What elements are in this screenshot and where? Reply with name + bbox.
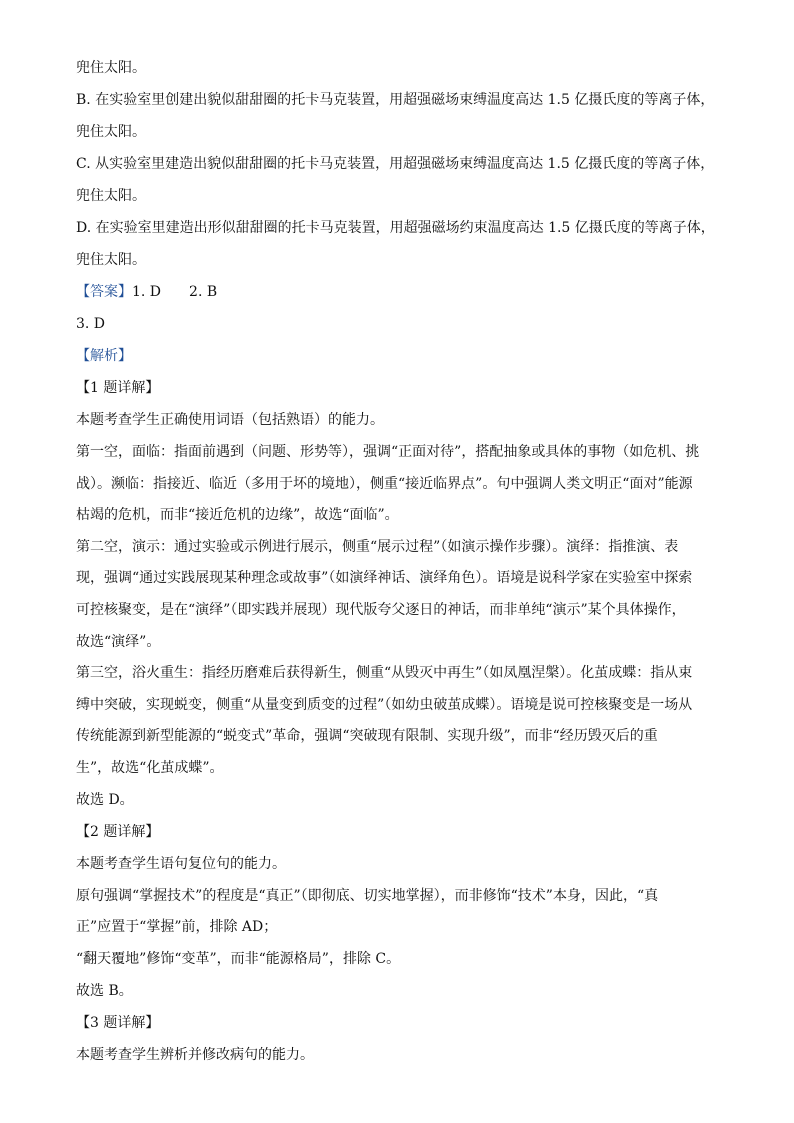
answer-label: 【答案】 bbox=[76, 284, 132, 300]
analysis-label: 【解析】 bbox=[76, 348, 132, 364]
answer-1: 1. D bbox=[132, 284, 162, 300]
text-line: 可控核聚变，是在“演绎”（即实践并展现）现代版夸父逐日的神话，而非单纯“演示”某个具体操作， bbox=[76, 601, 686, 618]
text-line: 正”应置于“掌握”前，排除 AD； bbox=[76, 919, 278, 936]
text-line: 兜住太阳。 bbox=[76, 60, 146, 76]
text-line: 战）。濒临：指接近、临近（多用于坏的境地），侧重“接近临界点”。句中强调人类文明正“面对”能源 bbox=[76, 475, 693, 492]
document-page bbox=[76, 58, 726, 1077]
text-line: 第一空，面临：指面前遇到（问题、形势等），强调“正面对待”，搭配抽象或具体的事物（如危机、挑 bbox=[76, 444, 700, 460]
answer-3: 3. D bbox=[76, 316, 106, 332]
answer-2: 2. B bbox=[189, 284, 218, 300]
q3-header: 【3 题详解】 bbox=[76, 1015, 160, 1032]
text-line: “翻天覆地”修饰“变革”，而非“能源格局”，排除 C。 bbox=[76, 951, 401, 968]
answer-line bbox=[76, 282, 726, 314]
text-line: 本题考查学生语句复位句的能力。 bbox=[76, 855, 286, 872]
text-line: 生”，故选“化茧成蝶”。 bbox=[76, 759, 224, 776]
text-line: 故选 B。 bbox=[76, 983, 133, 1000]
option-c: C. 从实验室里建造出貌似甜甜圈的托卡马克装置，用超强磁场束缚温度高达 1.5 亿摄氏度的等离子体， bbox=[76, 156, 715, 172]
text-line: 本题考查学生辨析并修改病句的能力。 bbox=[76, 1047, 314, 1064]
q1-header: 【1 题详解】 bbox=[76, 380, 160, 396]
text-line: 兜住太阳。 bbox=[76, 252, 146, 268]
q2-header: 【2 题详解】 bbox=[76, 823, 160, 840]
option-b: B. 在实验室里创建出貌似甜甜圈的托卡马克装置，用超强磁场束缚温度高达 1.5 亿摄氏度的等离子体， bbox=[76, 92, 715, 108]
text-line: 传统能源到新型能源的“蜕变式”革命，强调“突破现有限制、实现升级”，而非“经历毁灭后的重 bbox=[76, 728, 658, 745]
text-line: 第三空，浴火重生：指经历磨难后获得新生，侧重“从毁灭中再生”（如凤凰涅槃）。化茧成蝶：指从束 bbox=[76, 665, 693, 682]
text-line: 现，强调“通过实践展现某种理念或故事”（如演绎神话、演绎角色）。语境是说科学家在实验室中探索 bbox=[76, 570, 693, 587]
option-d: D. 在实验室里建造出形似甜甜圈的托卡马克装置，用超强磁场约束温度高达 1.5 亿摄氏度的等离子体， bbox=[76, 220, 715, 236]
text-line: 故选 D。 bbox=[76, 791, 134, 808]
text-line: 兜住太阳。 bbox=[76, 188, 146, 204]
text-line: 缚中突破，实现蜕变，侧重“从量变到质变的过程”（如幼虫破茧成蝶）。语境是说可控核聚变是一场从 bbox=[76, 696, 693, 713]
text-line: 兜住太阳。 bbox=[76, 124, 146, 140]
text-line: 原句强调“掌握技术”的程度是“真正”（即彻底、切实地掌握），而非修饰“技术”本身，因此，“真 bbox=[76, 887, 659, 904]
text-line: 第二空，演示：通过实验或示例进行展示，侧重“展示过程”（如演示操作步骤）。演绎：指推演、表 bbox=[76, 538, 679, 555]
text-line: 枯竭的危机，而非“接近危机的边缘”，故选“面临”。 bbox=[76, 507, 399, 524]
text-line: 本题考查学生正确使用词语（包括熟语）的能力。 bbox=[76, 412, 384, 428]
text-line: 故选“演绎”。 bbox=[76, 633, 161, 650]
